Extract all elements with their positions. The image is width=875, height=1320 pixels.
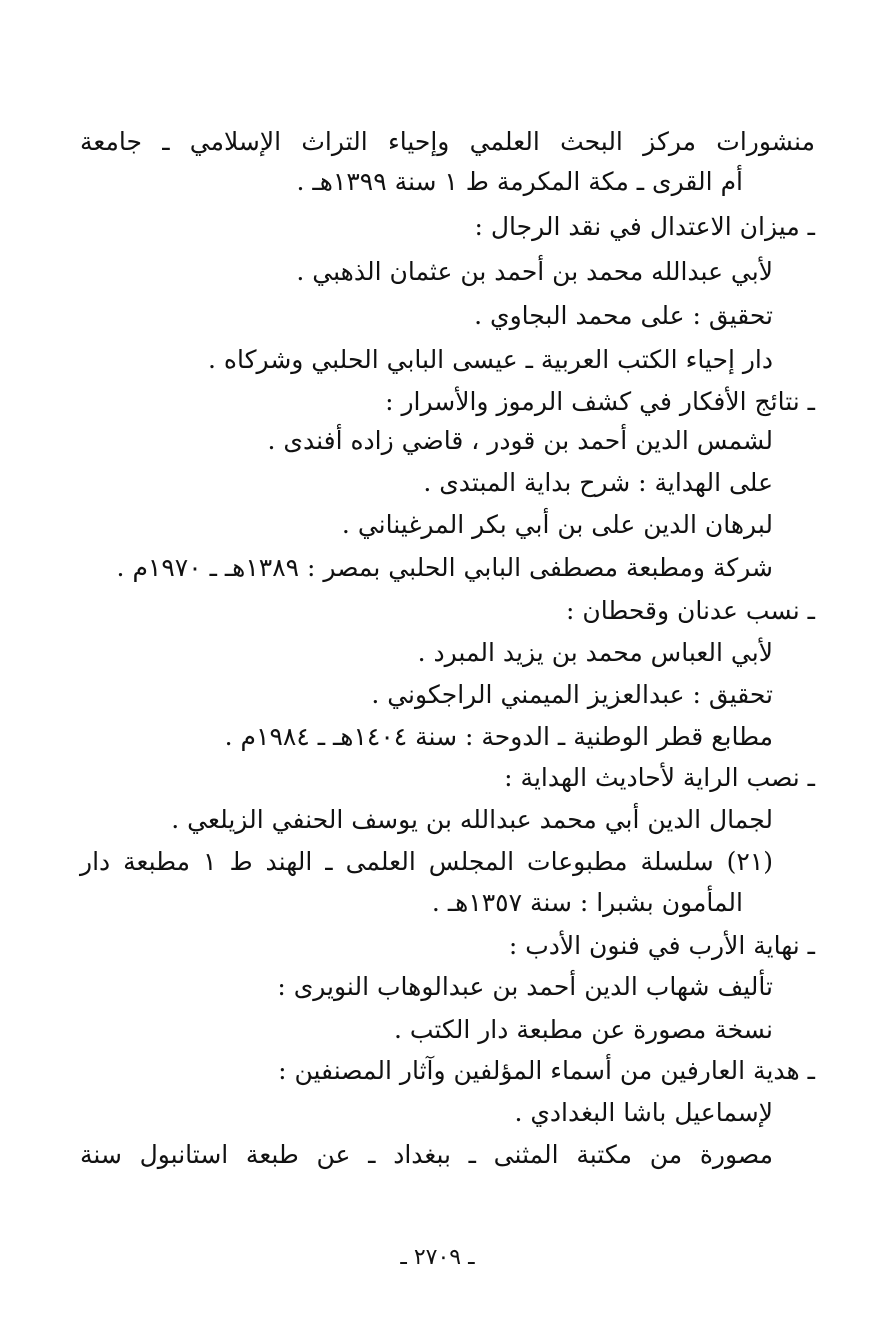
text-line-11: شركة ومطبعة مصطفى البابي الحلبي بمصر : ١٣٨٩هـ ـ ١٩٧٠م . [116, 553, 773, 582]
text-line-14: تحقيق : عبدالعزيز الميمني الراجكوني . [371, 680, 773, 709]
text-line-4: لأبي عبدالله محمد بن أحمد بن عثمان الذهبي . [296, 257, 773, 286]
text-line-24: لإسماعيل باشا البغدادي . [514, 1098, 773, 1127]
entry-title-nataij: ـ نتائج الأفكار في كشف الرموز والأسرار : [70, 382, 815, 422]
text-line-21: تأليف شهاب الدين أحمد بن عبدالوهاب النويرى : [277, 972, 773, 1001]
text-line-9: على الهداية : شرح بداية المبتدى . [423, 468, 773, 497]
entry-title-mizan: ـ ميزان الاعتدال في نقد الرجال : [70, 207, 815, 247]
entry-title-nasab: ـ نسب عدنان وقحطان : [70, 591, 815, 631]
text-line-22: نسخة مصورة عن مطبعة دار الكتب . [393, 1015, 773, 1044]
entry-title-nihayat: ـ نهاية الأرب في فنون الأدب : [70, 926, 815, 966]
text-line-2: أم القرى ـ مكة المكرمة ط ١ سنة ١٣٩٩هـ . [296, 167, 743, 196]
text-line-17: لجمال الدين أبي محمد عبدالله بن يوسف الحنفي الزيلعي . [171, 805, 773, 834]
text-line-25: مصورة من مكتبة المثنى ـ ببغداد ـ عن طبعة استانبول سنة [80, 1140, 773, 1169]
entry-title-hadiyyat: ـ هدية العارفين من أسماء المؤلفين وآثار المصنفين : [70, 1051, 815, 1091]
text-line-5: تحقيق : على محمد البجاوي . [474, 301, 773, 330]
text-line-13: لأبي العباس محمد بن يزيد المبرد . [417, 638, 773, 667]
text-line-6: دار إحياء الكتب العربية ـ عيسى البابي الحلبي وشركاه . [208, 345, 773, 374]
text-line-10: لبرهان الدين على بن أبي بكر المرغيناني . [341, 510, 773, 539]
text-line-15: مطابع قطر الوطنية ـ الدوحة : سنة ١٤٠٤هـ ـ ١٩٨٤م . [224, 722, 773, 751]
text-line-8: لشمس الدين أحمد بن قودر ، قاضي زاده أفندى . [267, 426, 773, 455]
text-line-19: المأمون بشبرا : سنة ١٣٥٧هـ . [431, 888, 743, 917]
page-number: ـ ٢٧٠٩ ـ [400, 1245, 475, 1270]
text-line-1: منشورات مركز البحث العلمي وإحياء التراث الإسلامي ـ جامعة [80, 127, 815, 156]
text-line-18: (٢١) سلسلة مطبوعات المجلس العلمى ـ الهند ط ١ مطبعة دار [80, 847, 774, 876]
entry-title-nasb: ـ نصب الراية لأحاديث الهداية : [70, 758, 815, 798]
